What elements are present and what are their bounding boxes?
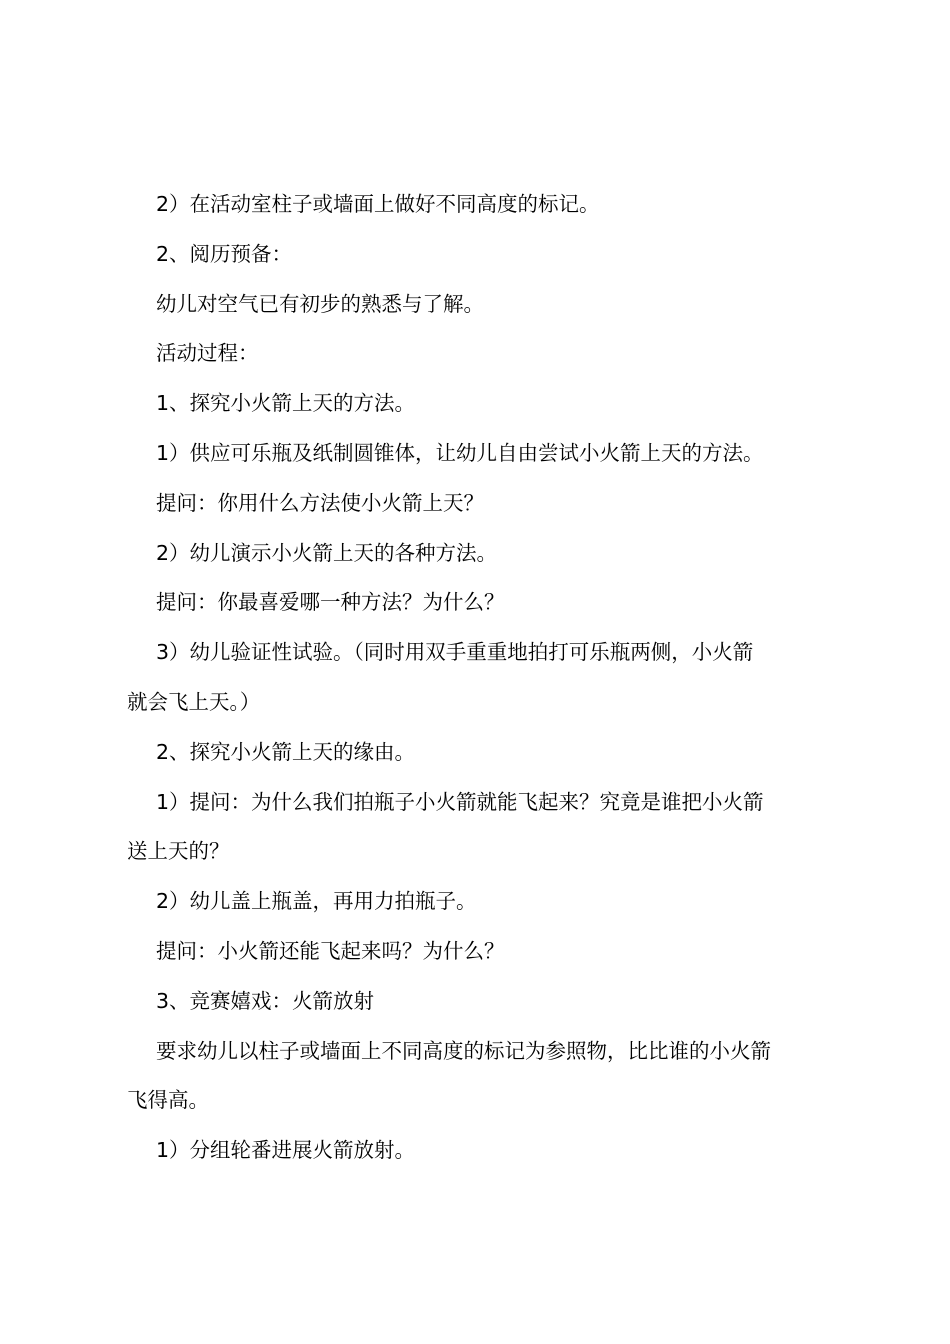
question-line: 提问：你最喜爱哪一种方法？为什么？: [156, 590, 505, 615]
document-body: [127, 180, 832, 1176]
paragraph-line: 1）提问：为什么我们拍瓶子小火箭就能飞起来？究竟是谁把小火箭: [156, 789, 764, 814]
paragraph-line: 1）供应可乐瓶及纸制圆锥体，让幼儿自由尝试小火箭上天的方法。: [156, 440, 764, 465]
question-line: 提问：你用什么方法使小火箭上天？: [156, 490, 484, 515]
paragraph-line: 要求幼儿以柱子或墙面上不同高度的标记为参照物，比比谁的小火箭: [156, 1038, 771, 1063]
paragraph-line-continued: 就会飞上天。）: [127, 689, 261, 714]
paragraph-line: 2）在活动室柱子或墙面上做好不同高度的标记。: [156, 192, 600, 216]
paragraph-line: 1）分组轮番进展火箭放射。: [156, 1138, 416, 1163]
paragraph-line-continued: 飞得高。: [127, 1088, 209, 1113]
paragraph-line: 2）幼儿盖上瓶盖，再用力拍瓶子。: [156, 889, 477, 914]
paragraph-line: 2）幼儿演示小火箭上天的各种方法。: [156, 540, 498, 565]
section-heading: 1、探究小火箭上天的方法。: [156, 391, 416, 416]
section-heading: 2、探究小火箭上天的缘由。: [156, 739, 416, 764]
question-line: 提问：小火箭还能飞起来吗？为什么？: [156, 938, 505, 963]
paragraph-line: 3）幼儿验证性试验。（同时用双手重重地拍打可乐瓶两侧，小火箭: [156, 640, 754, 665]
paragraph-line: 幼儿对空气已有初步的熟悉与了解。: [156, 291, 484, 316]
section-heading: 活动过程：: [156, 341, 259, 366]
section-heading: 2、阅历预备：: [156, 241, 293, 266]
paragraph-line-continued: 送上天的？: [127, 839, 230, 864]
section-heading: 3、竞赛嬉戏：火箭放射: [156, 988, 375, 1013]
